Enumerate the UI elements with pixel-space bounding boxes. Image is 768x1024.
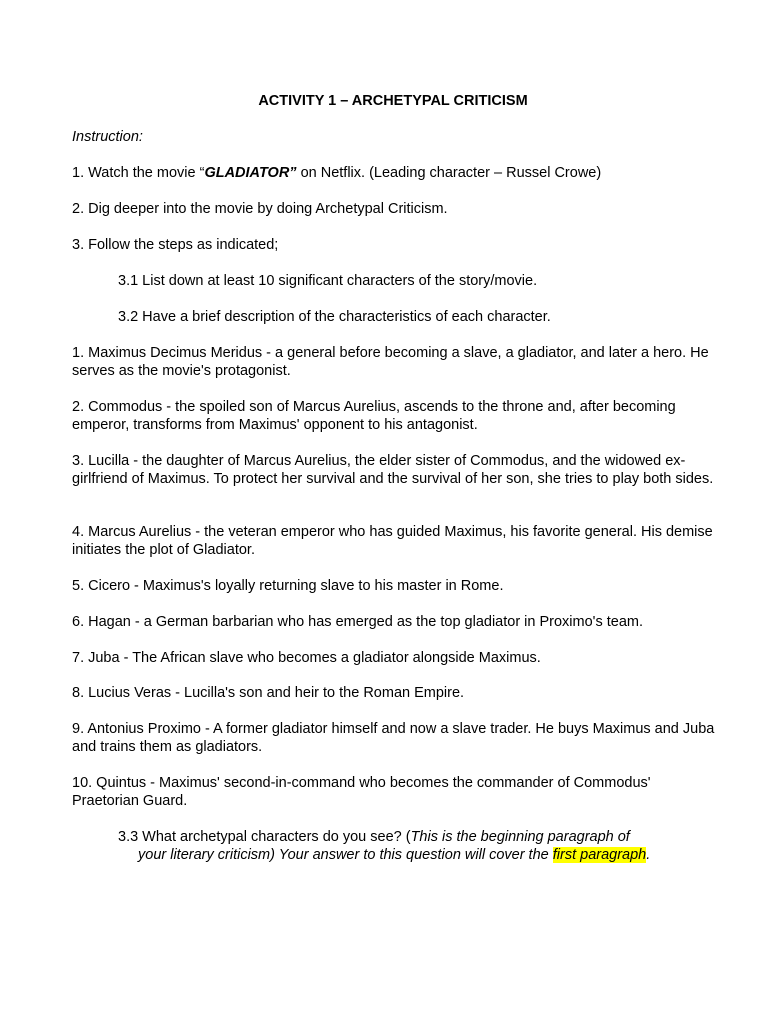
question-3-3 — [118, 829, 688, 864]
activity-title: ACTIVITY 1 – ARCHETYPAL CRITICISM — [258, 93, 528, 109]
question-italic-text: your literary criticism) Your answer to this question will cover the — [138, 846, 553, 863]
question-italic-line-2 — [118, 847, 688, 865]
character-1: 1. Maximus Decimus Meridus - a general before becoming a slave, a gladiator, and later a hero. He serves as the movie's protagonist. — [72, 345, 709, 379]
character-3: 3. Lucilla - the daughter of Marcus Aurelius, the elder sister of Commodus, and the widowed ex-girlfriend of Maximus. To protect her survival and the survival of her son, she tries to play both sides. — [72, 453, 714, 487]
step-1-prefix: 1. Watch the movie “ — [72, 165, 205, 181]
step-2: 2. Dig deeper into the movie by doing Archetypal Criticism. — [72, 201, 448, 217]
character-2: 2. Commodus - the spoiled son of Marcus Aurelius, ascends to the throne and, after becoming emperor, transforms from Maximus' opponent to his antagonist. — [72, 399, 676, 433]
character-4: 4. Marcus Aurelius - the veteran emperor who has guided Maximus, his favorite general. His demise initiates the plot of Gladiator. — [72, 524, 713, 558]
character-9: 9. Antonius Proximo - A former gladiator himself and now a slave trader. He buys Maximus and Juba and trains them as gladiators. — [72, 721, 715, 755]
question-prefix: 3.3 What archetypal characters do you see? ( — [118, 829, 411, 845]
step-3: 3. Follow the steps as indicated; — [72, 237, 279, 253]
question-italic-line-1: This is the beginning paragraph of — [410, 829, 630, 845]
instruction-label: Instruction: — [72, 129, 143, 145]
step-1 — [72, 165, 717, 183]
highlighted-first-paragraph: first paragraph — [552, 846, 647, 863]
step-1-suffix: on Netflix. (Leading character – Russel Crowe) — [296, 165, 602, 181]
character-10: 10. Quintus - Maximus' second-in-command who becomes the commander of Commodus' Praetorian Guard. — [72, 775, 651, 809]
step-3-2: 3.2 Have a brief description of the characteristics of each character. — [118, 309, 551, 325]
character-5: 5. Cicero - Maximus's loyally returning slave to his master in Rome. — [72, 578, 504, 594]
character-8: 8. Lucius Veras - Lucilla's son and heir to the Roman Empire. — [72, 685, 465, 701]
question-end: . — [646, 846, 651, 863]
character-6: 6. Hagan - a German barbarian who has emerged as the top gladiator in Proximo's team. — [72, 614, 643, 630]
character-7: 7. Juba - The African slave who becomes a gladiator alongside Maximus. — [72, 650, 541, 666]
step-3-1: 3.1 List down at least 10 significant characters of the story/movie. — [118, 273, 538, 289]
movie-title: GLADIATOR” — [204, 165, 297, 181]
